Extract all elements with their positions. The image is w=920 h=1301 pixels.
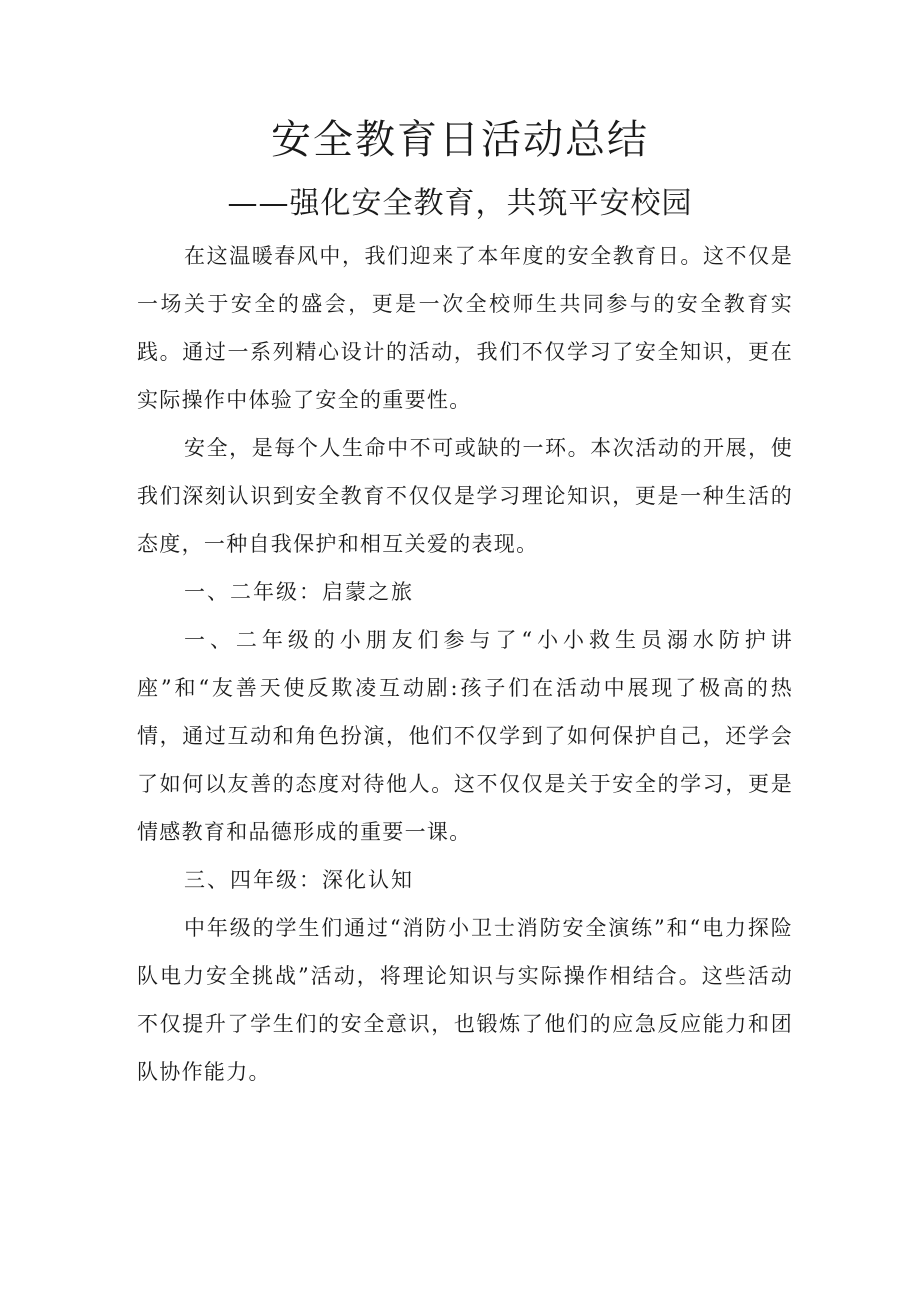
section-text-grades-3-4: 中年级的学生们通过“消防小卫士消防安全演练”和“电力探险队电力安全挑战”活动，将理论知识与实际操作相结合。这些活动不仅提升了学生们的安全意识，也锻炼了他们的应急反应能力和团队协作能力。 <box>137 916 793 1084</box>
safety-paragraph: 安全，是每个人生命中不可或缺的一环。本次活动的开展，使我们深刻认识到安全教育不仅仅是学习理论知识，更是一种生活的态度，一种自我保护和相互关爱的表现。 <box>137 436 793 556</box>
document-title: 安全教育日活动总结 <box>271 117 649 163</box>
section-heading-grades-3-4: 三、四年级：深化认知 <box>184 868 414 892</box>
intro-paragraph: 在这温暖春风中，我们迎来了本年度的安全教育日。这不仅是一场关于安全的盛会，更是一次全校师生共同参与的安全教育实践。通过一系列精心设计的活动，我们不仅学习了安全知识，更在实际操作中体验了安全的重要性。 <box>137 244 793 412</box>
document-subtitle: ——强化安全教育，共筑平安校园 <box>227 186 693 221</box>
document-body <box>137 232 793 1096</box>
section-text-grades-1-2: 一、二年级的小朋友们参与了“小小救生员溺水防护讲座”和“友善天使反欺凌互动剧:孩子们在活动中展现了极高的热情，通过互动和角色扮演，他们不仅学到了如何保护自己，还学会了如何以友善的态度对待他人。这不仅仅是关于安全的学习，更是情感教育和品德形成的重要一课。 <box>137 628 793 844</box>
section-heading-grades-1-2: 一、二年级：启蒙之旅 <box>184 580 414 604</box>
